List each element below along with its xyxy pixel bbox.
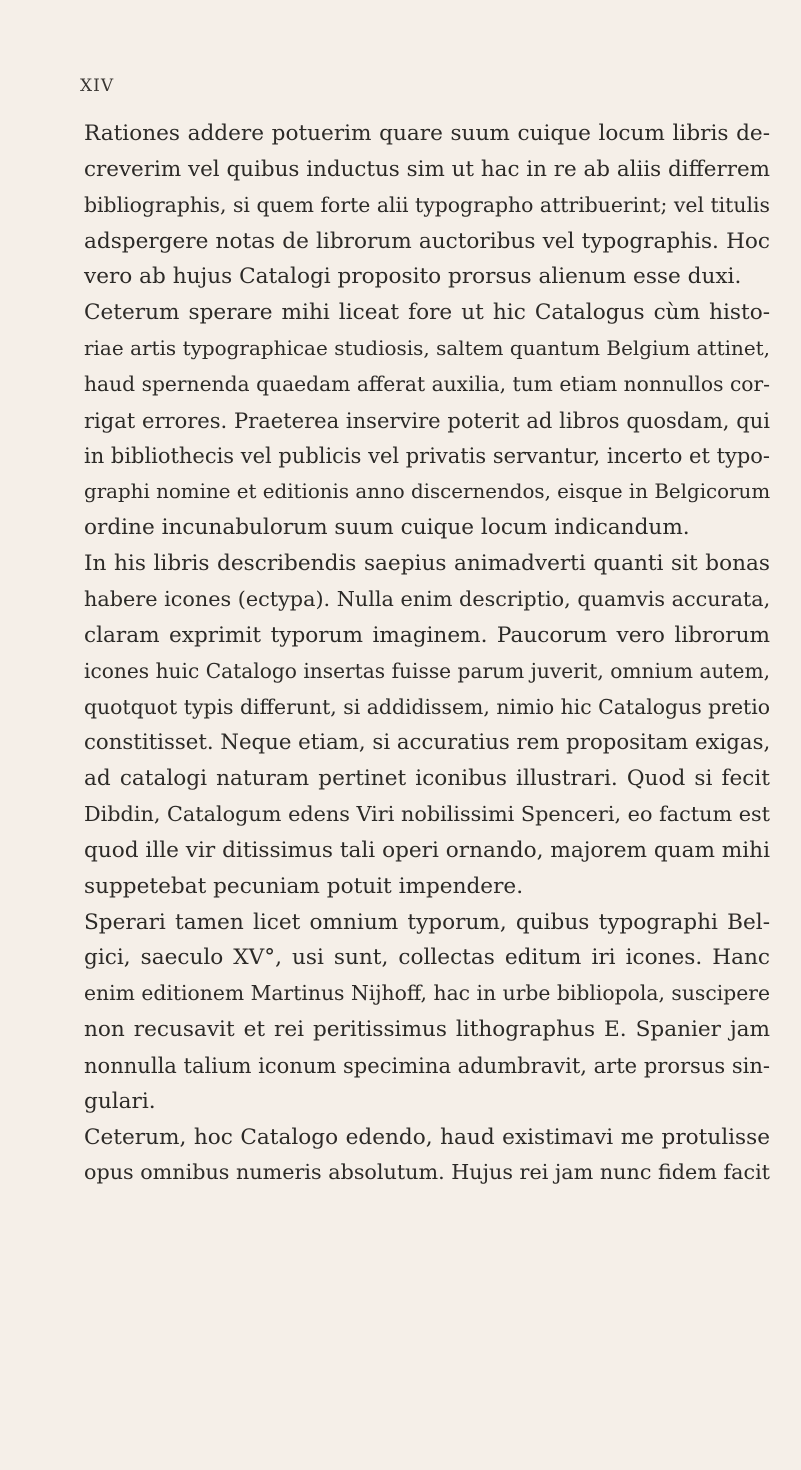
text-line: quod ille vir ditissimus tali operi ornando, majorem quam mihi <box>84 837 770 863</box>
text-line: rigat errores. Praeterea inservire poterit ad libros quosdam, qui <box>84 407 770 433</box>
text-line: suppetebat pecuniam potuit impendere. <box>84 873 524 899</box>
text-line: Dibdin, Catalogum edens Viri nobilissimi Spenceri, eo factum est <box>84 802 770 827</box>
text-line: haud spernenda quaedam afferat auxilia, tum etiam nonnullos cor- <box>84 371 770 396</box>
text-line: Rationes addere potuerim quare suum cuique locum libris de- <box>84 121 770 146</box>
text-line: constitisset. Neque etiam, si accuratius rem propositam exigas, <box>84 730 771 756</box>
text-line: riae artis typographicae studiosis, saltem quantum Belgium attinet, <box>84 336 770 361</box>
text-line: icones huic Catalogo insertas fuisse parum juverit, omnium autem, <box>84 658 770 683</box>
text-line: enim editionem Martinus Nijhoff, hac in urbe bibliopola, suscipere <box>84 981 770 1006</box>
text-line: opus omnibus numeris absolutum. Hujus rei jam nunc fidem facit <box>84 1160 770 1185</box>
paragraph-3 <box>84 546 770 904</box>
text-line: In his libris describendis saepius animadverti quanti sit bonas <box>84 551 770 577</box>
text-line: Ceterum, hoc Catalogo edendo, haud existimavi me protulisse <box>84 1124 770 1150</box>
text-line: nonnulla talium iconum specimina adumbravit, arte prorsus sin- <box>84 1052 771 1078</box>
text-line: ad catalogi naturam pertinet iconibus illustrari. Quod si fecit <box>84 766 770 792</box>
text-line: gici, saeculo XV°, usi sunt, collectas editum iri icones. Hanc <box>84 945 770 971</box>
page-number: XIV <box>80 76 115 96</box>
text-line: claram exprimit typorum imaginem. Paucorum vero librorum <box>84 622 770 648</box>
text-line: Sperari tamen licet omnium typorum, quibus typographi Bel- <box>84 909 770 935</box>
paragraph-2 <box>84 295 770 546</box>
text-line: creverim vel quibus inductus sim ut hac in re ab aliis differrem <box>84 156 770 182</box>
body-text <box>84 116 770 1191</box>
text-line: non recusavit et rei peritissimus lithographus E. Spanier jam <box>84 1017 770 1043</box>
text-line: in bibliothecis vel publicis vel privatis servantur, incerto et typo- <box>84 443 770 468</box>
text-line: vero ab hujus Catalogi proposito prorsus alienum esse duxi. <box>84 264 742 290</box>
text-line: ordine incunabulorum suum cuique locum indicandum. <box>84 515 690 541</box>
text-line: habere icones (ectypa). Nulla enim descriptio, quamvis accurata, <box>84 586 771 611</box>
paragraph-5 <box>84 1120 770 1192</box>
text-line: adspergere notas de librorum auctoribus vel typographis. Hoc <box>84 228 770 254</box>
text-line: graphi nomine et editionis anno discernendos, eisque in Belgicorum <box>84 480 771 504</box>
text-line: Ceterum sperare mihi liceat fore ut hic Catalogus cùm histo- <box>84 300 770 326</box>
text-line: quotquot typis differunt, si addidissem, nimio hic Catalogus pretio <box>84 694 770 719</box>
paragraph-1 <box>84 116 770 295</box>
text-line: gulari. <box>84 1088 156 1114</box>
paragraph-4 <box>84 905 770 1120</box>
text-line: bibliographis, si quem forte alii typographo attribuerint; vel titulis <box>84 192 770 217</box>
